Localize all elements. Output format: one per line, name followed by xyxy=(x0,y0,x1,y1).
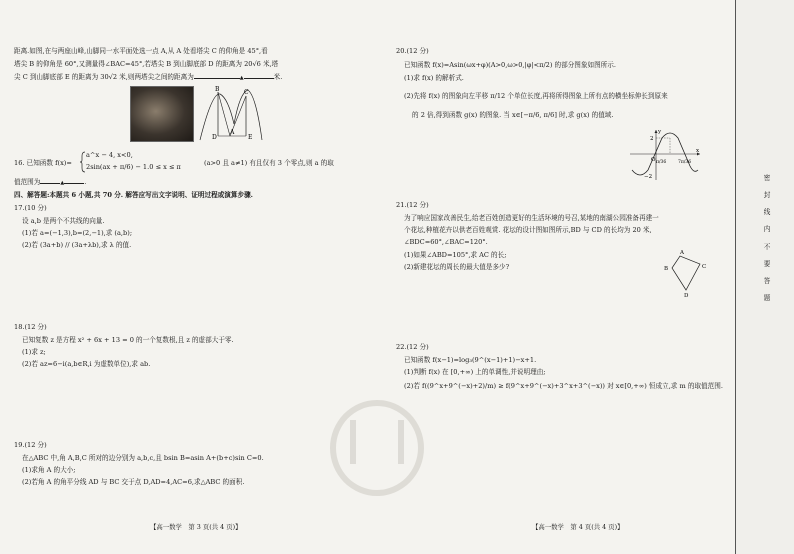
q22-part-1: (1)判断 f(x) 在 [0,+∞) 上的单调性,并说明理由; xyxy=(404,368,546,376)
q21-title: 21.(12 分) xyxy=(396,201,429,209)
graph-tick-2: 7π/36 xyxy=(678,160,692,165)
q21-stem-1: 为了响应国家改善民生,给老百姓创造更好的生活环境的号召,某地的南湖公园准备再建一 xyxy=(404,214,659,222)
q21-stem-3: ∠BDC=60°,∠BAC=120°. xyxy=(404,238,488,246)
q19-part-1: (1)求角 A 的大小; xyxy=(22,466,76,474)
q17-stem: 设 a,b 是两个不共线的向量. xyxy=(22,217,105,225)
q18-part-2: (2)若 az=6−i(a,b∈R,i 为虚数单位),求 ab. xyxy=(22,360,151,368)
graph-tick-1: π/36 xyxy=(656,160,667,165)
seal-line-notice: 密封线内不要答题 xyxy=(763,174,771,302)
p16-suffix: (a>0 且 a≠1) 有且仅有 3 个零点,则 a 的取 xyxy=(204,159,334,167)
fig21-label-B: B xyxy=(664,266,669,272)
fig21-label-D: D xyxy=(684,293,689,298)
watermark-seal-inner xyxy=(350,420,404,464)
q17-part-2: (2)若 (3a+b) // (3a+λb),求 λ 的值. xyxy=(22,241,132,249)
flowerbed-figure xyxy=(656,248,712,298)
label-A: A xyxy=(230,129,235,136)
p16: 16. 已知函数 f(x)= xyxy=(14,159,72,167)
label-C: C xyxy=(244,89,249,96)
q17-title: 17.(10 分) xyxy=(14,204,47,212)
p16-case-2: 2sin(ax + π/6) − 1.0 ≤ x ≤ π xyxy=(86,163,181,171)
footer-page-4: 【高一数学 第 4 页(共 4 页)】 xyxy=(532,523,624,531)
sine-graph xyxy=(628,126,702,182)
q22-stem: 已知函数 f(x−1)=log₃(9^(x−1)+1)−x+1. xyxy=(404,356,537,364)
q20-stem: 已知函数 f(x)=Asin(ωx+φ)(A>0,ω>0,|φ|<π/2) 的部分图象如图所示. xyxy=(404,61,616,69)
label-E: E xyxy=(248,134,253,141)
section-4-heading: 四、解答题:本题共 6 小题,共 70 分. 解答应写出文字说明、证明过程或演算步骤. xyxy=(14,191,253,199)
q17-part-1: (1)若 a=(−1,3),b=(2,−1),求 (a,b); xyxy=(22,229,133,237)
label-B: B xyxy=(215,86,220,93)
label-D: D xyxy=(212,134,217,141)
fig21-label-C: C xyxy=(702,264,707,270)
answer-blank-mark: ▲ xyxy=(239,75,244,81)
tower-figure xyxy=(198,84,264,142)
q21-stem-2: 个花坛,种植花卉以供老百姓观赏. 花坛的设计图如图所示,BD 与 CD 的长均为 20 米, xyxy=(404,226,652,234)
p16-case-1: a^x − 4, x<0, xyxy=(86,151,133,159)
graph-origin-label: O xyxy=(651,157,656,163)
q20-title: 20.(12 分) xyxy=(396,47,429,55)
graph-y-label: y xyxy=(658,129,662,135)
p15-line-3: 尖 C 到山脚底部 E 的距离为 30√2 米,则两塔尖之间的距离为 ▲ 米. xyxy=(14,73,283,81)
q21-part-1: (1)如果∠ABD=105°,求 AC 的长; xyxy=(404,251,507,259)
graph-min-label: −2 xyxy=(644,174,653,180)
brace-icon xyxy=(80,151,86,173)
q19-stem: 在△ABC 中,角 A,B,C 所对的边分别为 a,b,c,且 bsin B=asin A+(b+c)sin C=0. xyxy=(22,454,264,462)
q22-title: 22.(12 分) xyxy=(396,343,429,351)
q20-part-2a: (2)先将 f(x) 的图象向左平移 π/12 个单位长度,再将所得图象上所有点的横坐标伸长到原来 xyxy=(404,92,668,100)
q19-title: 19.(12 分) xyxy=(14,441,47,449)
p16-tail: 值范围为 ▲ . xyxy=(14,178,87,186)
mountain-photo xyxy=(130,86,194,142)
q21-part-2: (2)新建花坛的周长的最大值是多少? xyxy=(404,263,510,271)
q22-part-2: (2)若 f((9^x+9^(−x)+2)/m) ≥ f(9^x+9^(−x)+3^x+3^(−x)) 对 x∈[0,+∞) 恒成立,求 m 的取值范围. xyxy=(404,382,723,390)
q18-part-1: (1)求 z; xyxy=(22,348,46,356)
graph-x-label: x xyxy=(696,148,700,154)
footer-page-3: 【高一数学 第 3 页(共 4 页)】 xyxy=(150,523,242,531)
graph-max-label: 2 xyxy=(650,136,654,142)
q20-part-2b: 的 2 倍,得到函数 g(x) 的图象. 当 x∈[−π/6, π/6] 时,求 g(x) 的值域. xyxy=(412,111,614,119)
q18-title: 18.(12 分) xyxy=(14,323,47,331)
p15-line-1: 距离.如图,在与两座山峰,山脚同一水平面处选一点 A,从 A 处看塔尖 C 的仰角是 45°,看 xyxy=(14,47,268,55)
fig21-label-A: A xyxy=(680,250,684,256)
q19-part-2: (2)若角 A 的角平分线 AD 与 BC 交于点 D,AD=4,AC=6,求△ABC 的面积. xyxy=(22,478,245,486)
q20-part-1: (1)求 f(x) 的解析式. xyxy=(404,74,464,82)
p15-line-2: 塔尖 B 的仰角是 60°,又测量得∠BAC=45°,若塔尖 B 到山脚底部 D 的距离为 20√6 米,塔 xyxy=(14,60,279,68)
q18-stem: 已知复数 z 是方程 x² + 6x + 13 = 0 的一个复数根,且 z 的虚部大于零. xyxy=(22,336,234,344)
seal-line-margin xyxy=(735,0,794,554)
